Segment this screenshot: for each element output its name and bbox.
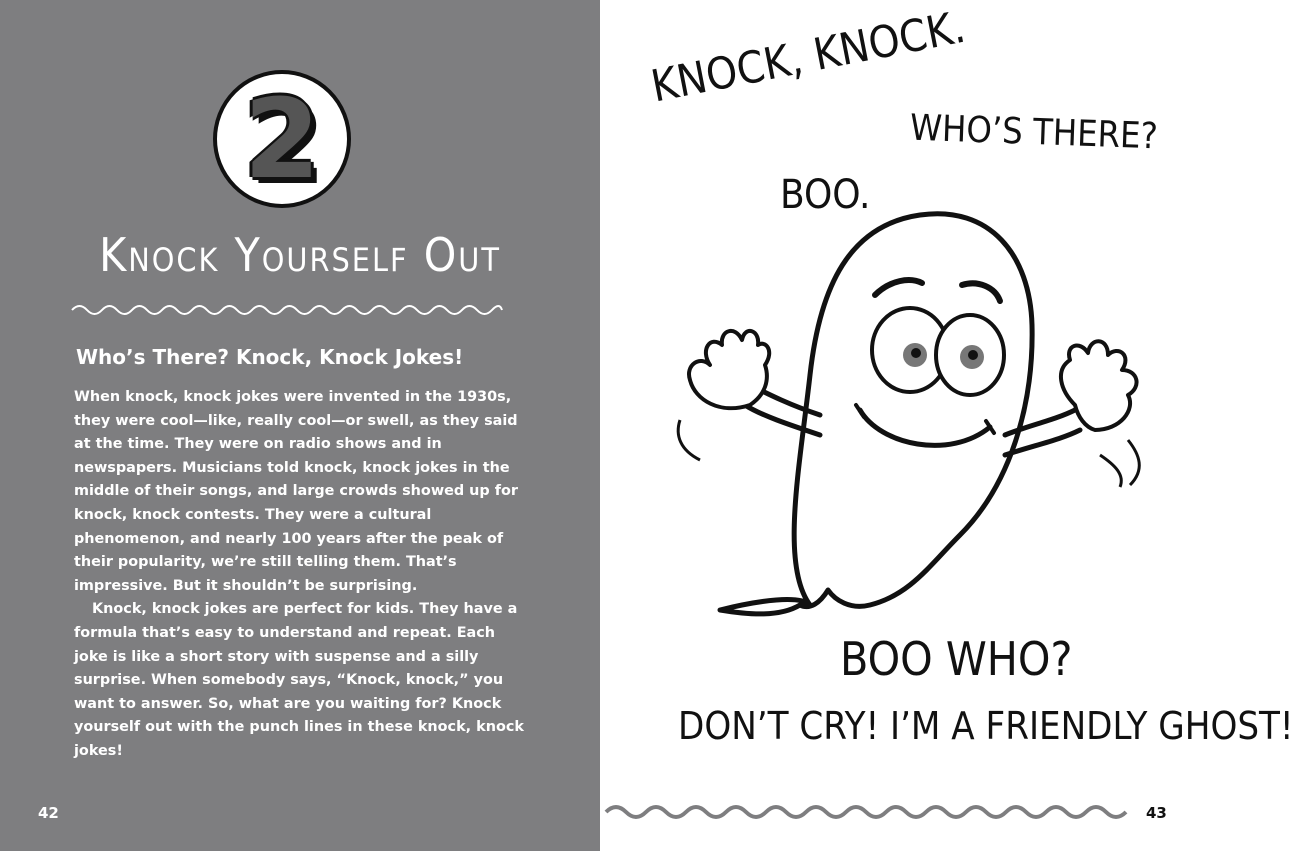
joke-punchline: DON’T CRY! I’M A FRIENDLY GHOST! <box>678 704 1294 748</box>
chapter-title: Knock Yourself Out <box>99 228 501 282</box>
ghost-illustration <box>660 205 1160 635</box>
page-number-left: 42 <box>38 804 59 822</box>
page-number-right: 43 <box>1146 804 1167 822</box>
joke-line-knock-knock: KNOCK, KNOCK. <box>647 1 970 113</box>
section-heading: Who’s There? Knock, Knock Jokes! <box>76 345 464 369</box>
body-paragraph: Knock, knock jokes are perfect for kids. They have a formula that’s easy to understand and repeat. Each joke is like a short story with suspense and a silly surprise. When somebody says, “Knock, knock,” you want to answer. So, what are you waiting for? Knock yourself out with the punch lines in these knock, knock jokes! <box>74 601 524 759</box>
joke-line-boo: BOO. <box>780 172 871 218</box>
wavy-divider <box>72 300 502 320</box>
chapter-number: 2 <box>243 75 321 203</box>
chapter-number-badge <box>213 70 351 208</box>
joke-line-whos-there: WHO’S THERE? <box>909 107 1159 158</box>
left-page <box>0 0 600 851</box>
joke-line-boo-who: BOO WHO? <box>840 632 1073 686</box>
body-paragraph: When knock, knock jokes were invented in the 1930s, they were cool—like, really cool—or swell, as they said at the time. They were on radio shows and in newspapers. Musicians told knock, knock jokes in the middle of their songs, and large crowds showed up for knock, knock contests. They were a cultural phenomenon, and nearly 100 years after the peak of their popularity, we’re still telling them. That’s impressive. But it shouldn’t be surprising. <box>74 389 518 594</box>
wavy-divider <box>606 802 1126 822</box>
body-text <box>74 386 524 764</box>
